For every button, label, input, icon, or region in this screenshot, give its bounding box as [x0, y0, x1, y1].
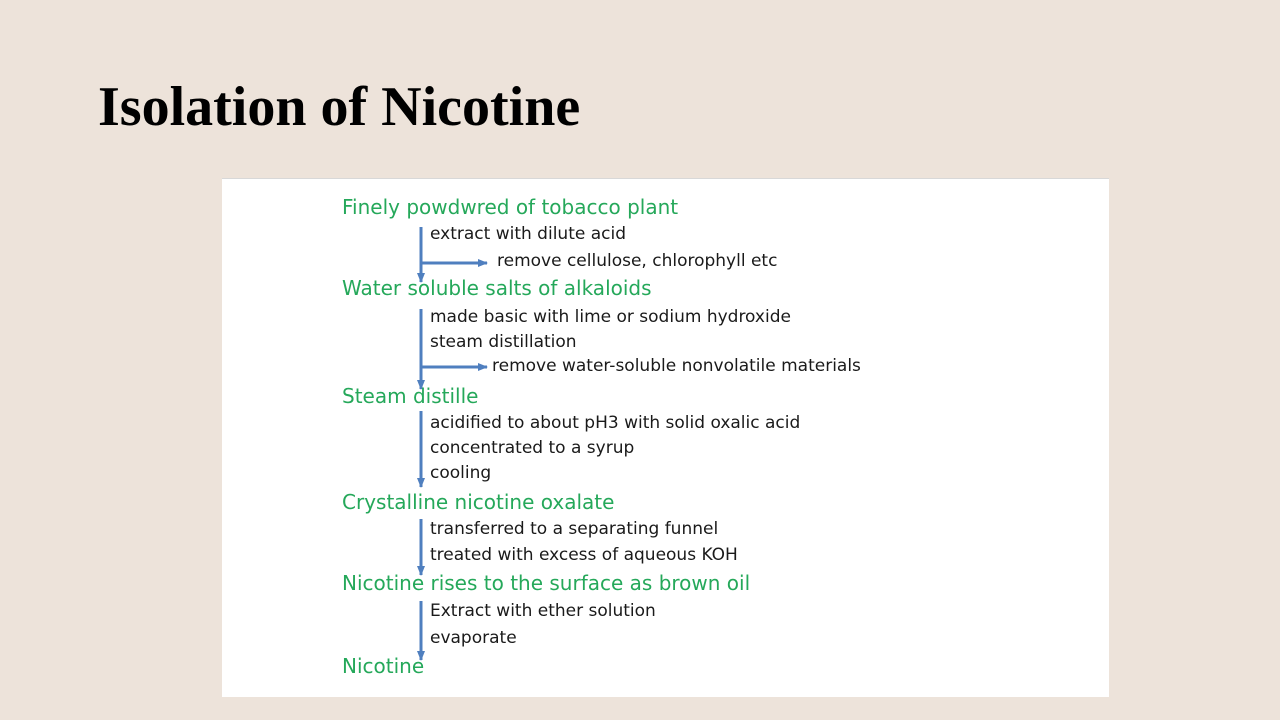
note-remove-cellulose: remove cellulose, chlorophyll etc — [497, 251, 778, 271]
note-remove-nonvolatile: remove water-soluble nonvolatile materials — [492, 356, 861, 376]
slide-title: Isolation of Nicotine — [98, 76, 581, 138]
note-aqueous-koh: treated with excess of aqueous KOH — [430, 545, 738, 565]
note-extract-dilute-acid: extract with dilute acid — [430, 224, 626, 244]
note-cooling: cooling — [430, 463, 492, 483]
step-steam-distille: Steam distille — [342, 384, 479, 408]
note-acidified-ph3: acidified to about pH3 with solid oxalic acid — [430, 413, 801, 433]
note-made-basic: made basic with lime or sodium hydroxide — [430, 307, 791, 327]
note-separating-funnel: transferred to a separating funnel — [430, 519, 719, 539]
step-finely-powdered-tobacco: Finely powdwred of tobacco plant — [342, 195, 679, 219]
step-nicotine-brown-oil: Nicotine rises to the surface as brown oil — [342, 571, 751, 595]
note-steam-distillation: steam distillation — [430, 332, 577, 352]
step-nicotine: Nicotine — [342, 654, 425, 678]
note-evaporate: evaporate — [430, 628, 517, 648]
step-water-soluble-salts: Water soluble salts of alkaloids — [342, 276, 652, 300]
note-ether-extract: Extract with ether solution — [430, 601, 656, 621]
flowchart-panel — [222, 178, 1109, 697]
note-concentrated-syrup: concentrated to a syrup — [430, 438, 635, 458]
step-crystalline-nicotine-oxalate: Crystalline nicotine oxalate — [342, 490, 615, 514]
